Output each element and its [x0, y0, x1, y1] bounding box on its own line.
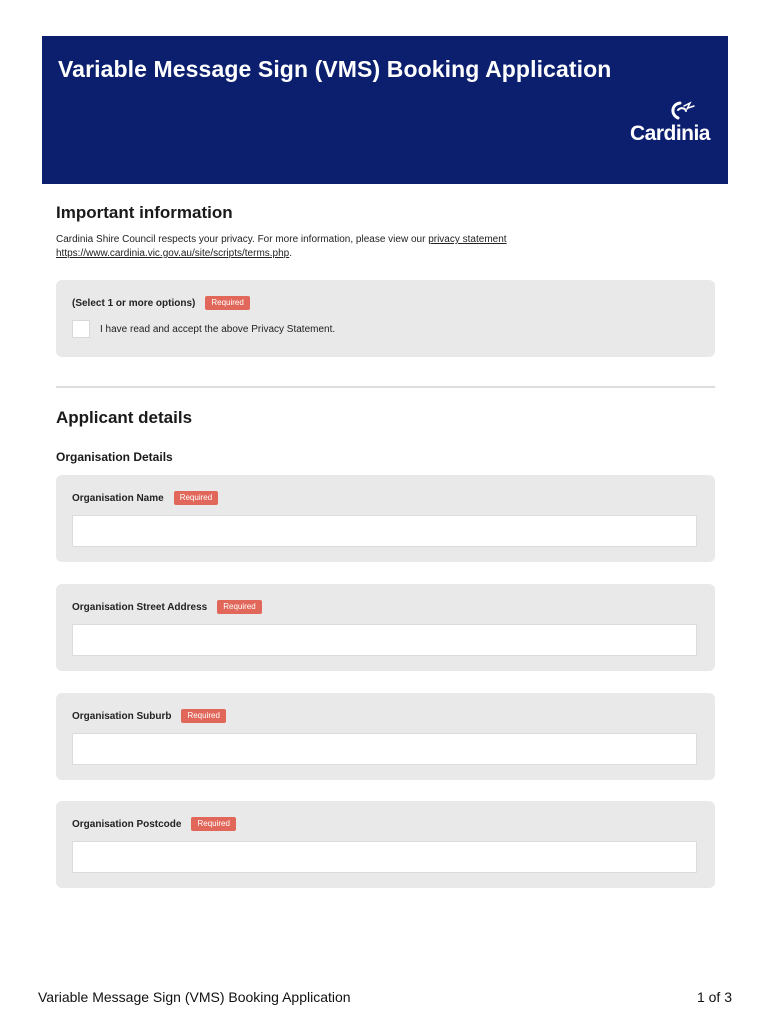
cardinia-logo	[620, 100, 710, 148]
organisation-street-address-label	[72, 600, 262, 614]
organisation-postcode-label-text: Organisation Postcode	[72, 818, 182, 830]
required-badge: Required	[217, 600, 261, 614]
logo-text: Cardinia	[629, 122, 710, 145]
privacy-accept-checkbox[interactable]	[72, 320, 90, 338]
required-badge: Required	[205, 296, 249, 310]
organisation-name-card	[56, 475, 715, 562]
organisation-street-address-card	[56, 584, 715, 671]
privacy-accept-label: I have read and accept the above Privacy Statement.	[100, 323, 336, 335]
privacy-url-suffix: .	[289, 248, 293, 259]
footer-title: Variable Message Sign (VMS) Booking Application	[38, 989, 351, 1005]
organisation-name-input[interactable]	[72, 515, 697, 547]
organisation-street-address-input[interactable]	[72, 624, 697, 656]
organisation-suburb-label-text: Organisation Suburb	[72, 710, 172, 722]
organisation-street-address-label-text: Organisation Street Address	[72, 601, 208, 613]
privacy-consent-card	[56, 280, 715, 357]
privacy-text	[56, 233, 556, 261]
important-info-heading: Important information	[56, 203, 233, 222]
organisation-suburb-card	[56, 693, 715, 780]
privacy-statement-link[interactable]: privacy statement	[428, 234, 507, 245]
cardinia-logo-icon	[666, 100, 696, 124]
required-badge: Required	[174, 491, 218, 505]
required-badge: Required	[181, 709, 225, 723]
organisation-suburb-input[interactable]	[72, 733, 697, 765]
organisation-postcode-label	[72, 817, 236, 831]
organisation-name-label-text: Organisation Name	[72, 492, 164, 504]
privacy-url-link[interactable]: https://www.cardinia.vic.gov.au/site/scripts/terms.php	[56, 248, 290, 259]
page-title: Variable Message Sign (VMS) Booking Application	[58, 56, 612, 82]
page-number: 1 of 3	[696, 989, 732, 1005]
organisation-suburb-label	[72, 709, 226, 723]
header-banner	[42, 36, 728, 184]
organisation-details-subheading: Organisation Details	[56, 450, 173, 464]
applicant-details-heading: Applicant details	[56, 408, 193, 427]
privacy-options-label	[72, 296, 250, 310]
organisation-postcode-input[interactable]	[72, 841, 697, 873]
section-divider	[56, 386, 715, 388]
required-badge: Required	[191, 817, 235, 831]
privacy-text-intro: Cardinia Shire Council respects your privacy. For more information, please view our	[56, 234, 429, 245]
privacy-accept-option[interactable]	[72, 320, 335, 338]
organisation-postcode-card	[56, 801, 715, 888]
privacy-options-label-text: (Select 1 or more options)	[72, 297, 196, 309]
organisation-name-label	[72, 491, 218, 505]
